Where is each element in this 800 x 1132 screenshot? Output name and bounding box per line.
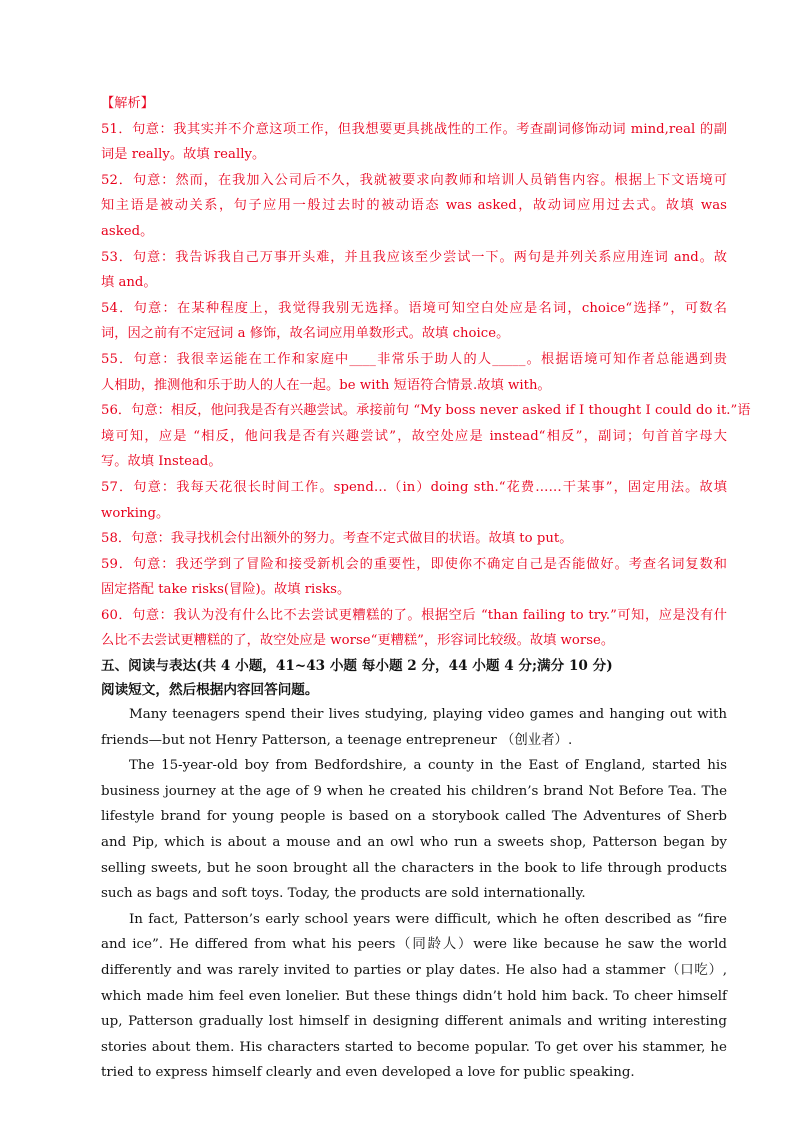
answer-line: asked。 (101, 223, 154, 239)
section-title: 五、阅读与表达(共 4 小题，41~43 小题 每小题 2 分，44 小题 4 分;满分 10 分) (101, 658, 613, 675)
answer-line: 词是 really。故填 really。 (101, 147, 266, 163)
answer-line: 59．句意：我还学到了冒险和接受新机会的重要性，即使你不确定自己是否能做好。考查名词复数和 (101, 556, 727, 572)
answer-line: 52．句意：然而，在我加入公司后不久，我就被要求向教师和培训人员销售内容。根据上下文语境可 (101, 172, 727, 188)
answer-line: 55．句意：我很幸运能在工作和家庭中____非常乐于助人的人_____。根据语境可知作者总能遇到贵 (101, 351, 727, 367)
section-instruction: 阅读短文，然后根据内容回答问题。 (101, 682, 319, 699)
answer-line: 填 and。 (101, 275, 157, 291)
answer-60 (101, 603, 727, 654)
answer-52 (101, 168, 727, 245)
passage-paragraph: Many teenagers spend their lives studying, playing video games and hanging out with friends—but not Henry Patterson, a teenage entrepreneur （创业者）. (101, 707, 727, 748)
answer-line: 58．句意：我寻找机会付出额外的努力。考查不定式做目的状语。故填 to put。 (101, 531, 573, 547)
answer-line: 53．句意：我告诉我自己万事开头难，并且我应该至少尝试一下。两句是并列关系应用连词 and。故 (101, 249, 727, 265)
answer-line: 境可知，应是 “相反，他问我是否有兴趣尝试”，故空处应是 instead“相反”，副词；句首首字母大 (101, 428, 727, 444)
answer-51 (101, 117, 727, 168)
page-content (101, 91, 751, 1086)
answer-line: 人相助，推测他和乐于助人的人在一起。be with 短语符合情景.故填 with。 (101, 377, 551, 393)
answer-56 (101, 398, 751, 475)
answer-line: 知主语是被动关系，句子应用一般过去时的被动语态 was asked，故动词应用过去式。故填 was (101, 198, 727, 214)
answer-line: 写。故填 Instead。 (101, 454, 222, 470)
analysis-header: 【解析】 (101, 96, 154, 111)
answer-59 (101, 552, 727, 603)
passage-paragraph: The 15-year-old boy from Bedfordshire, a county in the East of England, started his business journey at the age of 9 when he created his children’s brand Not Before Tea. The lifestyle brand for young people is based on a storybook called The Adventures of Sherb and Pip, which is about a mouse and an owl who run a sweets shop, Patterson began by selling sweets, but he soon brought all the characters in the book to life through products such as bags and soft toys. Today, the products are sold internationally. (101, 758, 727, 902)
answer-line: 56．句意：相反，他问我是否有兴趣尝试。承接前句 “My boss never asked if I thought I could do it.”语 (101, 403, 751, 419)
answer-line: 60．句意：我认为没有什么比不去尝试更糟糕的了。根据空后 “than failing to try.”可知，应是没有什 (101, 607, 727, 623)
answer-55 (101, 347, 727, 398)
answer-line: 词，因之前有不定冠词 a 修饰，故名词应用单数形式。故填 choice。 (101, 326, 510, 342)
answer-57 (101, 475, 727, 526)
answer-line: 固定搭配 take risks(冒险)。故填 risks。 (101, 582, 351, 598)
answer-line: 57．句意：我每天花很长时间工作。spend…（in）doing sth.“花费……干某事”，固定用法。故填 (101, 479, 727, 495)
passage-paragraph: In fact, Patterson’s early school years were difficult, which he often described as “fire and ice”. He differed from what his peers（同龄人）were like because he saw the world differently and was rarely invited to parties or play dates. He also had a stammer（口吃）, which made him feel even lonelier. But these things didn’t hold him back. To cheer himself up, Patterson gradually lost himself in designing different animals and writing interesting stories about them. His characters started to become popular. To get over his stammer, he tried to express himself clearly and even developed a love for public speaking. (101, 911, 727, 1081)
answer-line: working。 (101, 505, 170, 521)
answer-53 (101, 245, 727, 296)
answer-line: 54．句意：在某种程度上，我觉得我别无选择。语境可知空白处应是名词，choice“选择”，可数名 (101, 300, 727, 316)
answer-54 (101, 296, 727, 347)
answer-line: 51．句意：我其实并不介意这项工作，但我想要更具挑战性的工作。考查副词修饰动词 mind,real 的副 (101, 121, 727, 137)
answer-line: 么比不去尝试更糟糕的了，故空处应是 worse“更糟糕”，形容词比较级。故填 worse。 (101, 633, 615, 649)
answer-58 (101, 526, 727, 552)
